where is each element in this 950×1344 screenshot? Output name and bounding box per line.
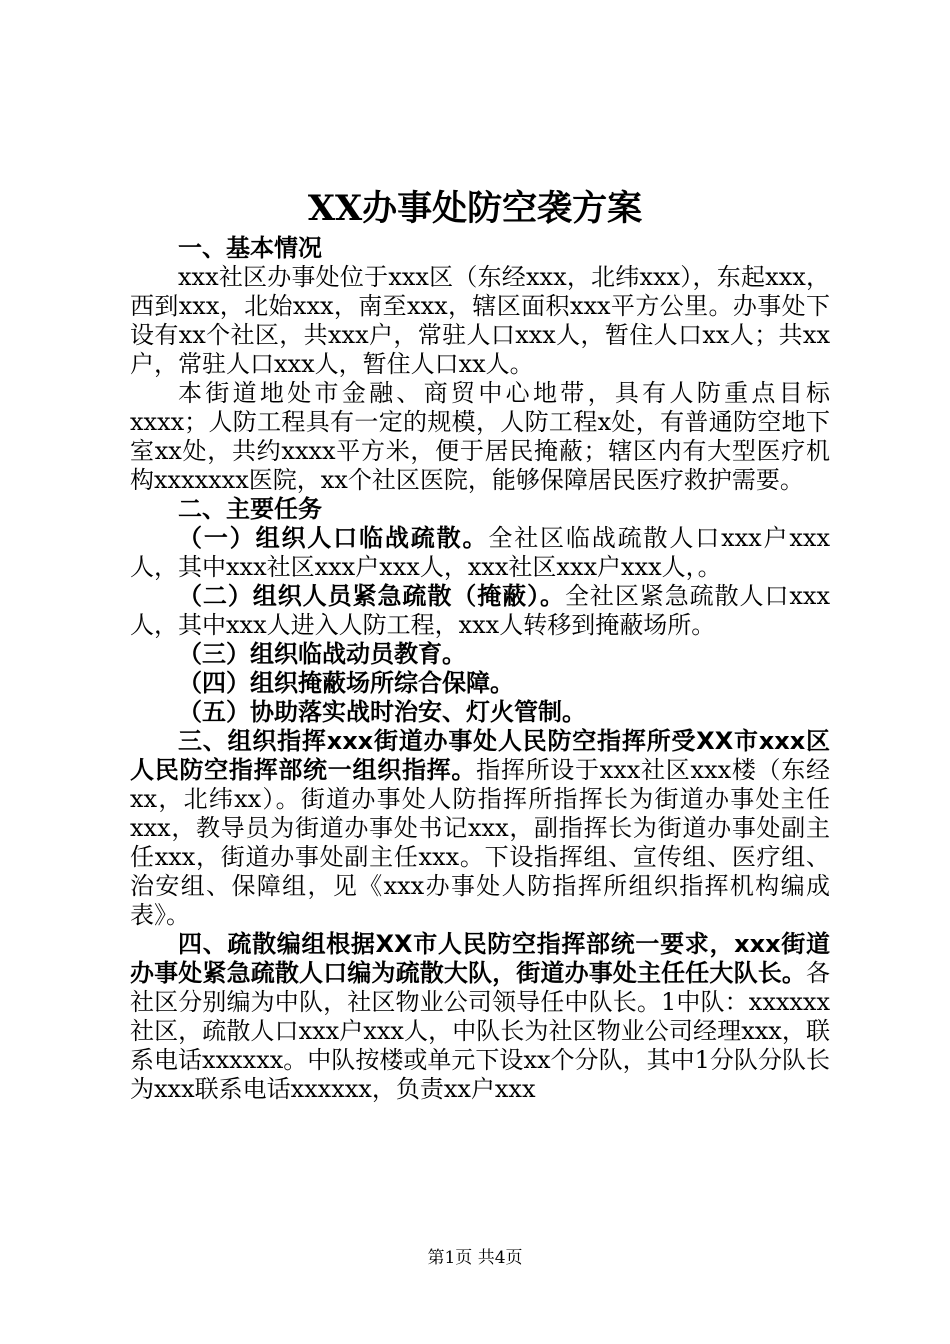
page-title: XX办事处防空袭方案 [307,188,643,229]
paragraph-area-features: 本街道地处市金融、商贸中心地带，具有人防重点目标xxxx；人防工程具有一定的规模，人防工程x处，有普通防空地下室xx处，共约xxxx平方米，便于居民掩蔽；辖区内有大型医疗机构xxxxxxx医院，xx个社区医院，能够保障居民医疗救护需要。 [130,379,830,494]
task-item-1 [130,524,830,582]
document-body [130,234,830,1104]
section-evacuation-text: 各社区分别编为中队，社区物业公司领导任中队长。1中队：xxxxxx社区，疏散人口xxx户xxx人，中队长为社区物业公司经理xxx，联系电话xxxxxx。中队按楼或单元下设xx个分队，其中1分队分队长为xxx联系电话xxxxxx，负责xx户xxx [130,959,830,1103]
task-item-2-lead: （二）组织人员紧急疏散（掩蔽）。 [178,582,565,610]
page-footer: 第1页 共4页 [427,1248,523,1268]
task-item-5: （五）协助落实战时治安、灯火管制。 [178,698,586,726]
paragraph-location: xxx社区办事处位于xxx区（东经xxx，北纬xxx），东起xxx，西到xxx，北始xxx，南至xxx，辖区面积xxx平方公里。办事处下设有xx个社区，共xxx户，常驻人口xxx人，暂住人口xx人；共xx户，常驻人口xxx人，暂住人口xx人。 [130,263,830,378]
task-item-2-text: 全社区紧急疏散人口xxx人，其中xxx人进入人防工程，xxx人转移到掩蔽场所。 [130,582,830,639]
section-evacuation-lead: 四、疏散编组根据XX市人民防空指挥部统一要求，xxx街道办事处紧急疏散人口编为疏散大队，街道办事处主任任大队长。 [130,930,830,987]
section-command-text: 指挥所设于xxx社区xxx楼（东经xx，北纬xx）。街道办事处人防指挥所指挥长为街道办事处主任xxx，教导员为街道办事处书记xxx，副指挥长为街道办事处副主任xxx，街道办事处副主任xxx。下设指挥组、宣传组、医疗组、治安组、保障组，见《xxx办事处人防指挥所组织指挥机构编成表》。 [130,756,831,929]
section-heading-tasks: 二、主要任务 [178,495,322,523]
task-item-1-lead: （一）组织人口临战疏散。 [178,524,489,552]
task-item-3: （三）组织临战动员教育。 [178,640,466,668]
section-evacuation [130,930,830,1104]
task-item-1-text: 全社区临战疏散人口xxx户xxx人，其中xxx社区xxx户xxx人，xxx社区xxx户xxx人，。 [130,524,830,581]
section-command-lead: 三、组织指挥xxx街道办事处人民防空指挥所受XX市xxx区人民防空指挥部统一组织指挥。 [130,727,830,784]
task-item-4: （四）组织掩蔽场所综合保障。 [178,669,514,697]
task-item-2 [130,582,830,640]
section-command [130,727,830,930]
section-heading-basic: 一、基本情况 [178,234,322,262]
